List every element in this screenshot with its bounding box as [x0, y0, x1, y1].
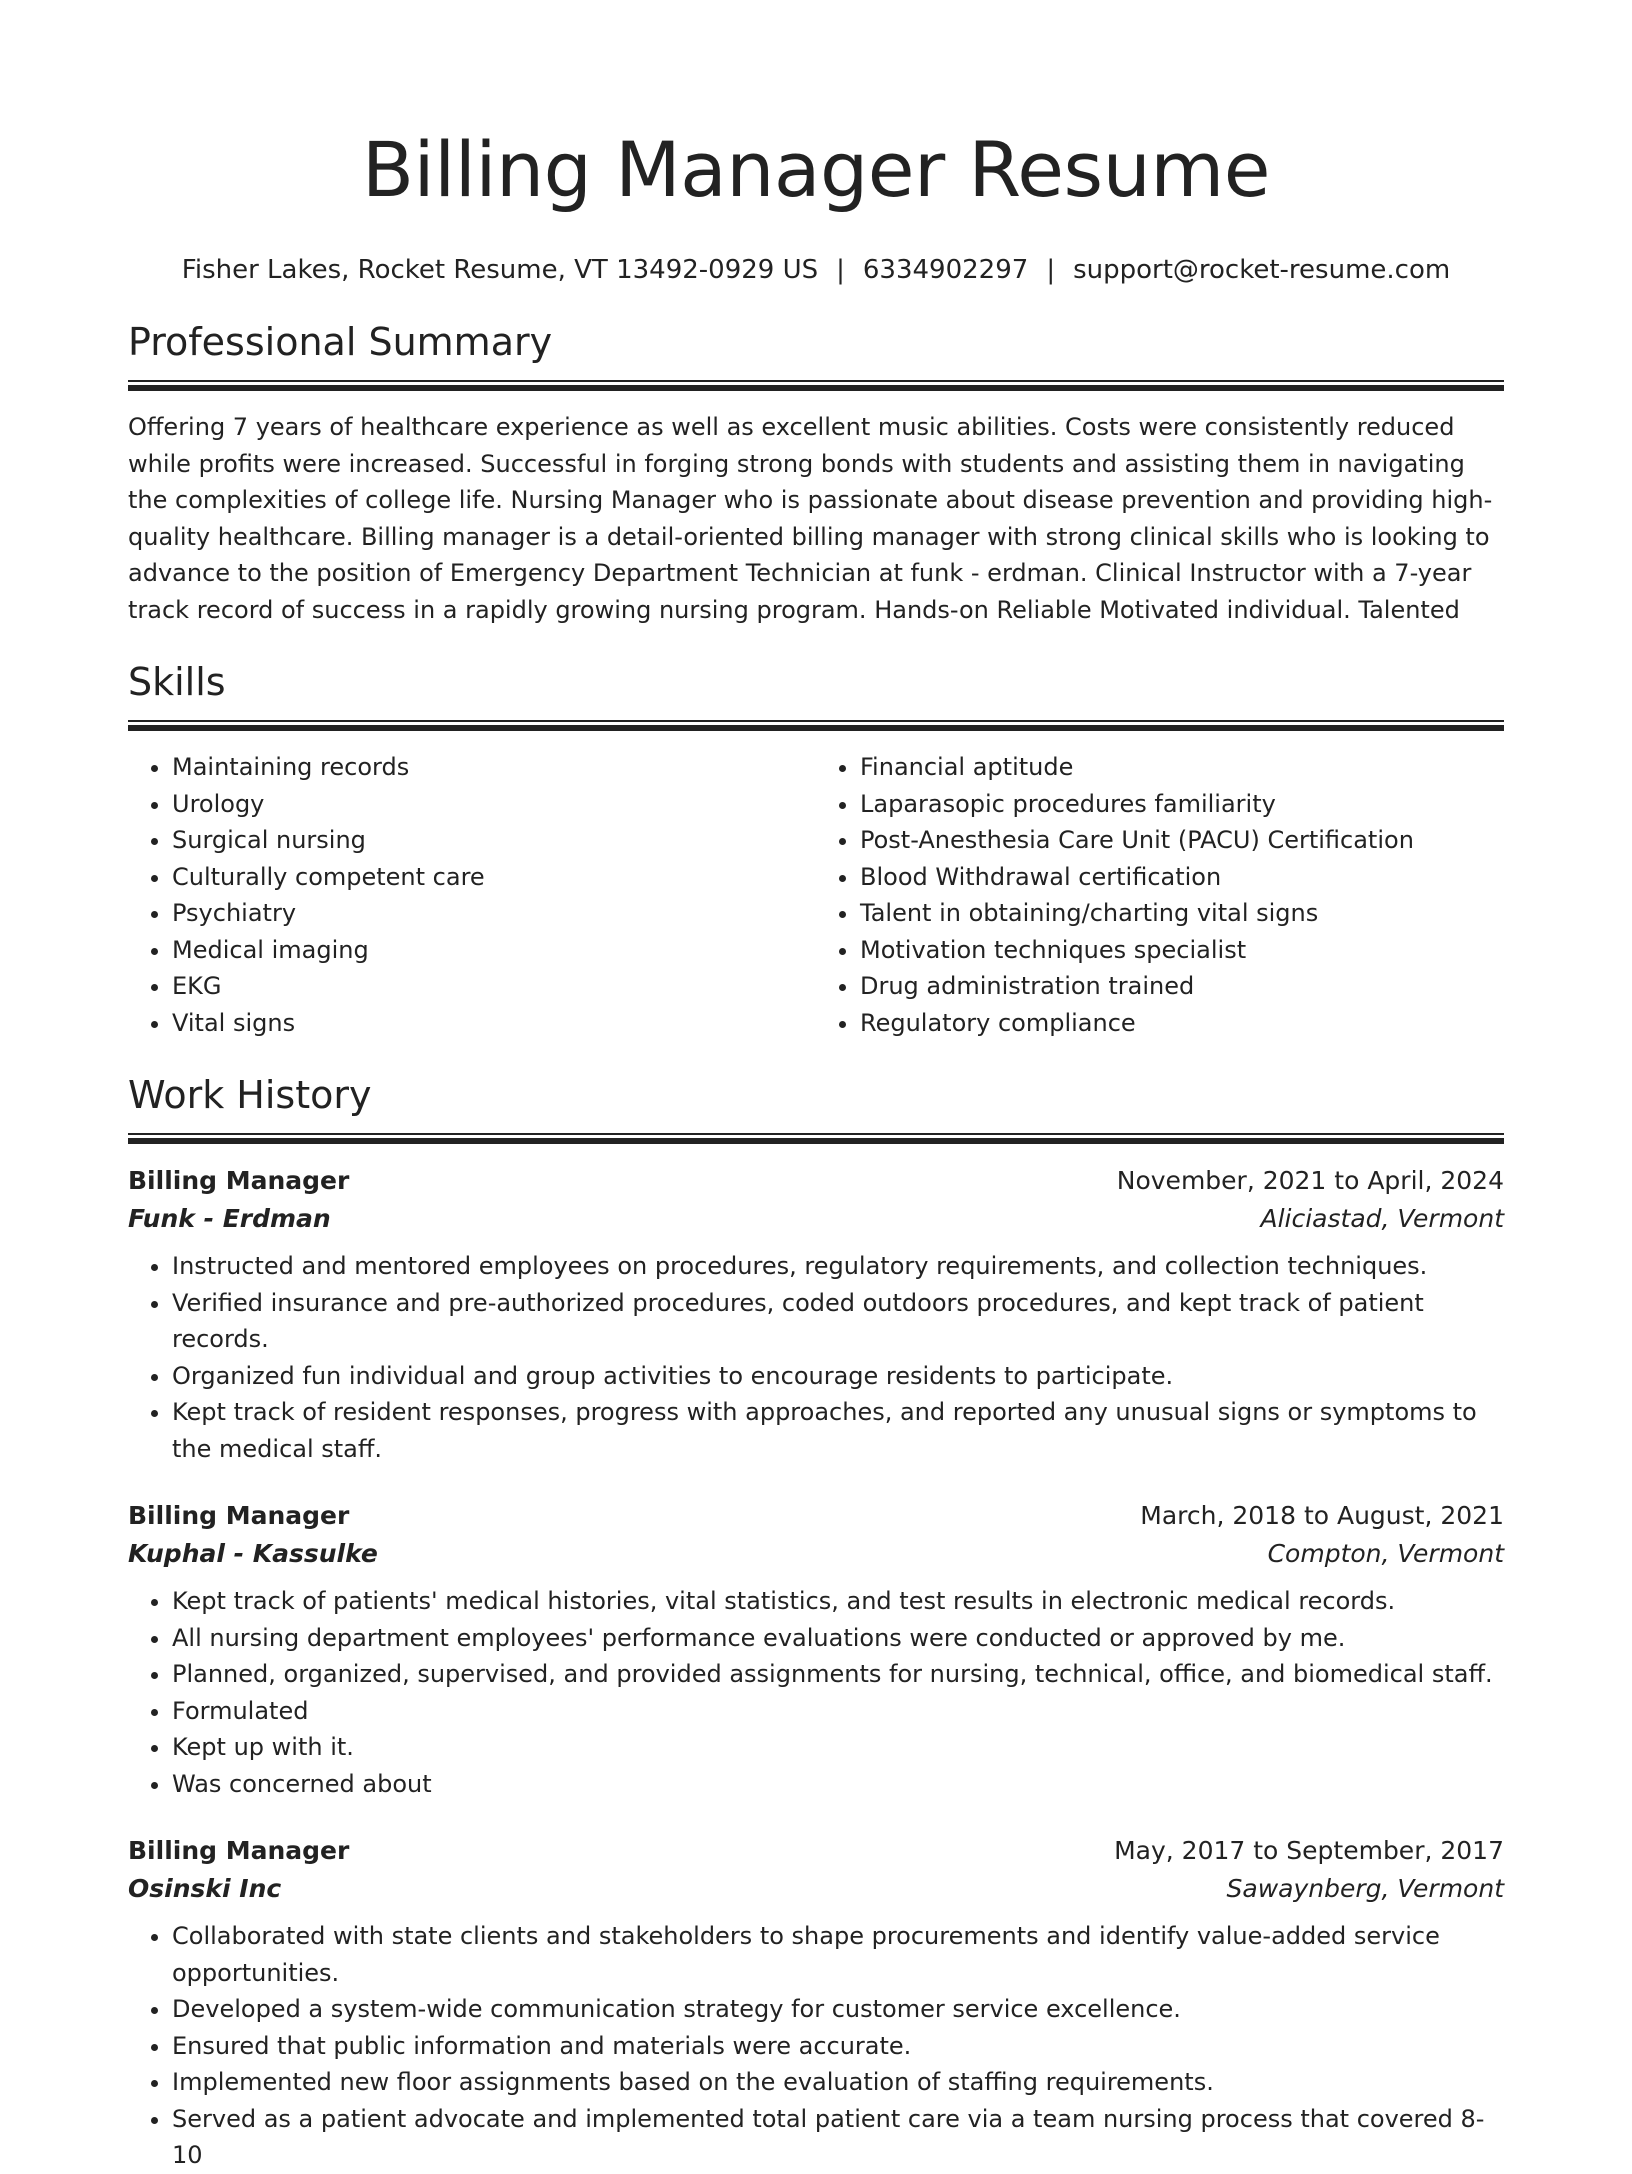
job-bullet: • Kept up with it. — [172, 1729, 1504, 1766]
skills-section — [128, 658, 1504, 1041]
skill-item: • Talent in obtaining/charting vital signs — [860, 895, 1504, 932]
skill-item: • Blood Withdrawal certification — [860, 859, 1504, 896]
job-bullet: • All nursing department employees' performance evaluations were conducted or approved by me. — [172, 1620, 1504, 1657]
skill-item: • Laparasopic procedures familiarity — [860, 786, 1504, 823]
job-title: Billing Manager — [128, 1836, 350, 1865]
section-divider — [128, 380, 1504, 391]
section-divider — [128, 720, 1504, 731]
contact-separator: | — [1046, 255, 1056, 285]
skill-item: • Urology — [172, 786, 816, 823]
skills-heading: Skills — [128, 660, 226, 704]
job-entry — [128, 1497, 1504, 1802]
job-company: Osinski Inc — [128, 1874, 282, 1903]
job-bullet: • Served as a patient advocate and implemented total patient care via a team nursing process that covered 8-10 — [172, 2101, 1504, 2174]
job-bullet-list — [128, 1918, 1504, 2174]
work-history-heading: Work History — [128, 1073, 372, 1117]
skill-item: • Psychiatry — [172, 895, 816, 932]
skill-item: • EKG — [172, 968, 816, 1005]
skills-list-right — [816, 749, 1504, 1041]
job-header — [128, 1497, 1504, 1535]
summary-section — [128, 318, 1504, 628]
job-bullet: • Developed a system-wide communication strategy for customer service excellence. — [172, 1991, 1504, 2028]
job-bullet-list — [128, 1583, 1504, 1802]
job-location: Compton, Vermont — [1267, 1539, 1504, 1568]
summary-heading: Professional Summary — [128, 320, 553, 364]
skill-item: • Post-Anesthesia Care Unit (PACU) Certification — [860, 822, 1504, 859]
job-company: Kuphal - Kassulke — [128, 1539, 378, 1568]
job-bullet: • Verified insurance and pre-authorized procedures, coded outdoors procedures, and kept track of patient records. — [172, 1285, 1504, 1358]
job-bullet-list — [128, 1248, 1504, 1467]
skill-item: • Medical imaging — [172, 932, 816, 969]
contact-separator: | — [836, 255, 845, 285]
job-subheader — [128, 1535, 1504, 1573]
job-location: Aliciastad, Vermont — [1260, 1204, 1504, 1233]
contact-email: support@rocket-resume.com — [1073, 255, 1451, 285]
job-title: Billing Manager — [128, 1501, 350, 1530]
skill-item: • Maintaining records — [172, 749, 816, 786]
skill-item: • Vital signs — [172, 1005, 816, 1042]
job-bullet: • Formulated — [172, 1693, 1504, 1730]
job-bullet: • Instructed and mentored employees on procedures, regulatory requirements, and collection techniques. — [172, 1248, 1504, 1285]
contact-line — [128, 252, 1504, 288]
skill-item: • Regulatory compliance — [860, 1005, 1504, 1042]
job-subheader — [128, 1870, 1504, 1908]
summary-text: Offering 7 years of healthcare experience as well as excellent music abilities. Costs were consistently reduced while profits were increased. Successful in forging strong bonds with students and assisting them in navigating the complexities of college life. Nursing Manager who is passionate about disease prevention and providing high-quality healthcare. Billing manager is a detail-oriented billing manager with strong clinical skills who is looking to advance to the position of Emergency Department Technician at funk - erdman. Clinical Instructor with a 7-year track record of success in a rapidly growing nursing program. Hands-on Reliable Motivated individual. Talented — [128, 413, 1493, 624]
skill-item: • Surgical nursing — [172, 822, 816, 859]
skill-item: • Drug administration trained — [860, 968, 1504, 1005]
job-bullet: • Was concerned about — [172, 1766, 1504, 1803]
skill-item: • Culturally competent care — [172, 859, 816, 896]
job-entry — [128, 1832, 1504, 2174]
skills-column-right — [816, 749, 1504, 1041]
job-subheader — [128, 1200, 1504, 1238]
section-divider — [128, 1133, 1504, 1144]
job-entry — [128, 1162, 1504, 1467]
contact-phone: 6334902297 — [862, 255, 1029, 285]
job-title: Billing Manager — [128, 1166, 350, 1195]
job-bullet: • Ensured that public information and materials were accurate. — [172, 2028, 1504, 2065]
skills-list-left — [128, 749, 816, 1041]
work-history-section — [128, 1071, 1504, 2174]
job-bullet: • Kept track of resident responses, progress with approaches, and reported any unusual signs or symptoms to the medical staff. — [172, 1394, 1504, 1467]
job-bullet: • Collaborated with state clients and stakeholders to shape procurements and identify value-added service opportunities. — [172, 1918, 1504, 1991]
job-location: Sawaynberg, Vermont — [1226, 1874, 1504, 1903]
skills-columns — [128, 749, 1504, 1041]
resume-title: Billing Manager Resume — [361, 125, 1271, 214]
skill-item: • Financial aptitude — [860, 749, 1504, 786]
job-bullet: • Implemented new floor assignments based on the evaluation of staffing requirements. — [172, 2064, 1504, 2101]
job-bullet: • Planned, organized, supervised, and provided assignments for nursing, technical, office, and biomedical staff. — [172, 1656, 1504, 1693]
job-dates: November, 2021 to April, 2024 — [1116, 1166, 1504, 1195]
skill-item: • Motivation techniques specialist — [860, 932, 1504, 969]
skills-column-left — [128, 749, 816, 1041]
job-dates: May, 2017 to September, 2017 — [1114, 1836, 1504, 1865]
job-bullet: • Organized fun individual and group activities to encourage residents to participate. — [172, 1358, 1504, 1395]
job-bullet: • Kept track of patients' medical histories, vital statistics, and test results in electronic medical records. — [172, 1583, 1504, 1620]
job-dates: March, 2018 to August, 2021 — [1140, 1501, 1504, 1530]
contact-address: Fisher Lakes, Rocket Resume, VT 13492-0929 US — [181, 255, 819, 285]
job-company: Funk - Erdman — [128, 1204, 331, 1233]
job-header — [128, 1832, 1504, 1870]
job-header — [128, 1162, 1504, 1200]
